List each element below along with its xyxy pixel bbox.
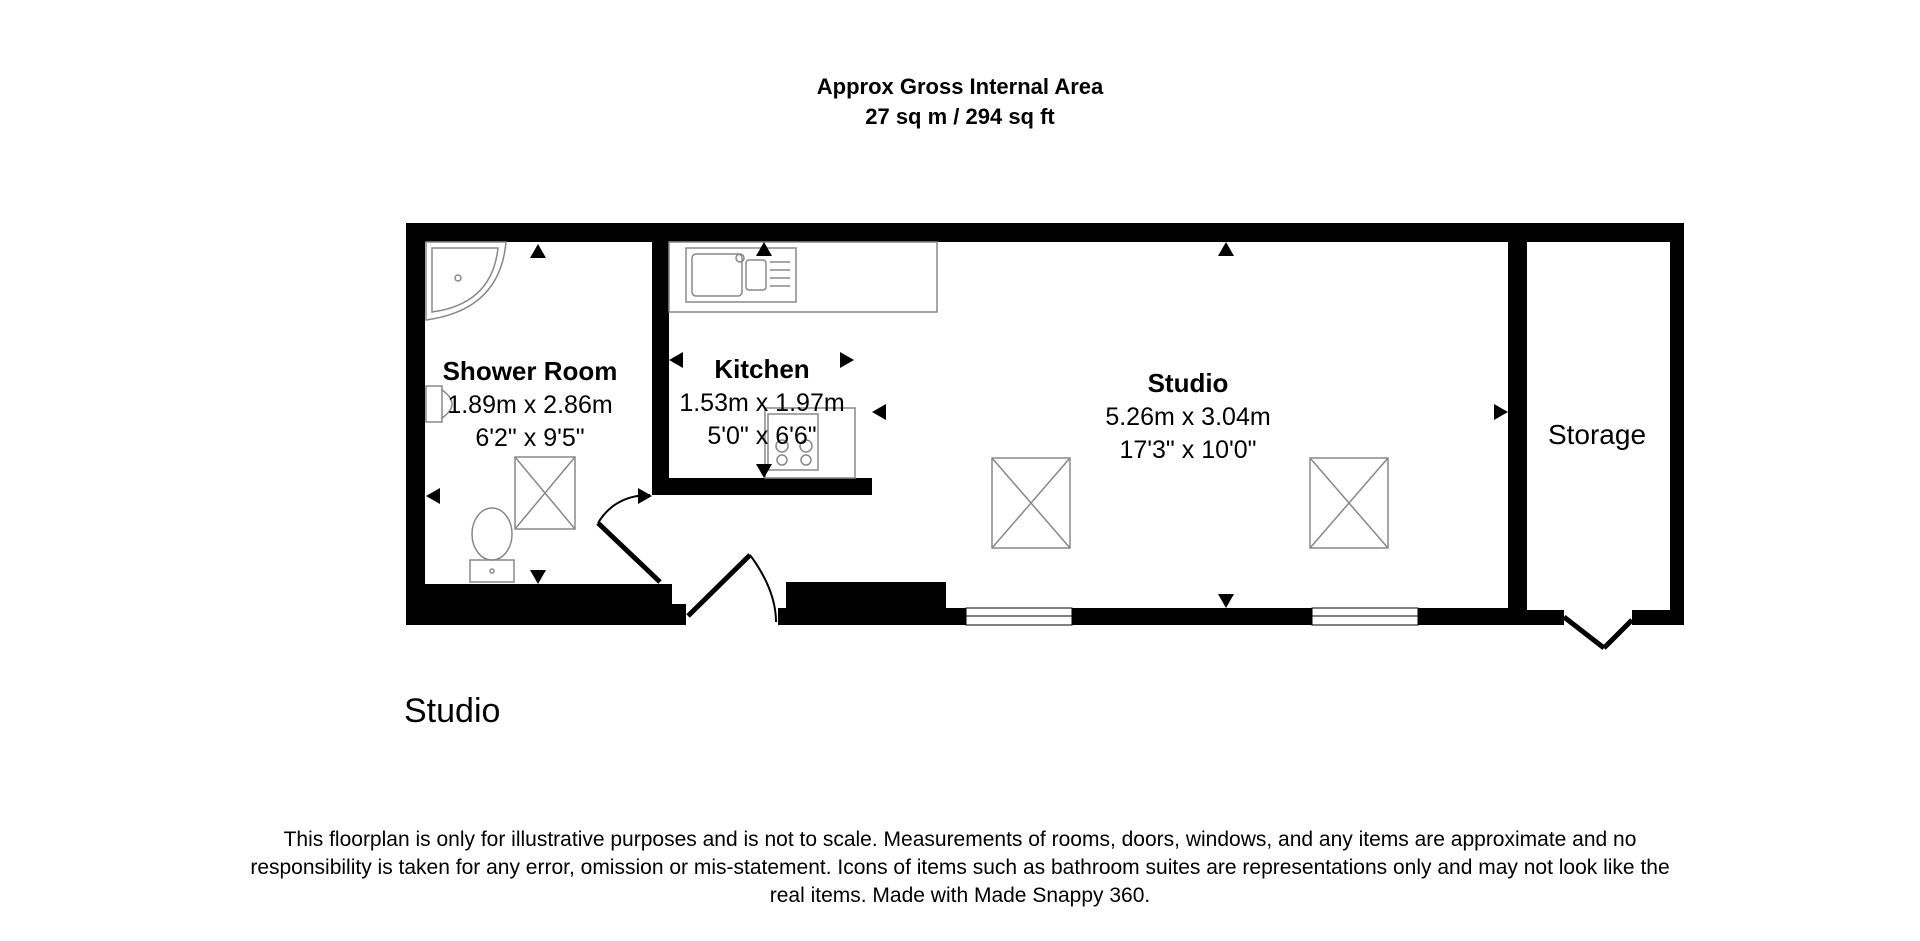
arrow-up-icon — [756, 242, 772, 256]
kitchen-name: Kitchen — [714, 354, 810, 384]
shower-room-skylight-icon — [515, 457, 575, 529]
storage-name: Storage — [1547, 419, 1647, 450]
kitchen-bottom-wall — [652, 478, 872, 495]
toilet-icon — [470, 508, 514, 582]
arrow-right-icon — [840, 352, 854, 368]
storage-bottom-right-wall — [1632, 610, 1684, 625]
arrow-down-icon — [756, 464, 772, 478]
walls — [406, 223, 1684, 625]
shower-room-imperial: 6'2" x 9'5" — [475, 424, 585, 452]
floor-caption: Studio — [404, 692, 501, 730]
shower-bottom-wall — [406, 584, 672, 625]
doors — [598, 495, 1632, 648]
arrow-right-icon — [1494, 404, 1508, 420]
arrow-left-icon — [426, 488, 440, 504]
arrow-right-icon — [638, 488, 652, 504]
window-1 — [966, 608, 1072, 625]
studio-metric: 5.26m x 3.04m — [1105, 403, 1271, 431]
studio-right-wall — [1508, 223, 1527, 625]
room-labels — [443, 354, 1646, 464]
window-2 — [1312, 608, 1418, 625]
arrow-down-icon — [530, 570, 546, 584]
shower-room-name: Shower Room — [442, 356, 618, 386]
arrow-left-icon — [872, 404, 886, 420]
arrow-up-icon — [1218, 242, 1234, 256]
arrow-up-icon — [530, 244, 546, 258]
shower-kitchen-wall — [652, 223, 669, 495]
area-value: 27 sq m / 294 sq ft — [865, 104, 1055, 129]
studio-skylight-right-icon — [1310, 458, 1388, 548]
arrow-down-icon — [1218, 594, 1234, 608]
shower-bottom-wall-end — [660, 604, 686, 625]
disclaimer-text: This floorplan is only for illustrative purposes and is not to scale. Measurements of rooms, doors, windows, and any items are approximate and no responsibility is taken for any error, omission or mis-statement. Icons of items such as bathroom suites are representations only and may not look like the real items. Made with Made Snappy 360. — [250, 828, 1670, 907]
storage-top-wall — [1508, 223, 1684, 238]
shower-door — [598, 495, 660, 582]
kitchen-metric: 1.53m x 1.97m — [679, 389, 845, 417]
kitchen-sink-icon — [686, 248, 796, 302]
storage-bottom-left-wall — [1508, 610, 1564, 625]
kitchen-imperial: 5'0" x 6'6" — [707, 422, 817, 450]
storage-door — [1564, 617, 1632, 648]
entrance-door — [688, 555, 776, 622]
storage-right-wall — [1670, 223, 1684, 625]
studio-skylight-left-icon — [992, 458, 1070, 548]
measurement-arrows — [426, 242, 1508, 608]
area-title: Approx Gross Internal Area — [816, 74, 1104, 99]
top-wall — [406, 223, 1684, 242]
shower-tray-icon — [426, 242, 506, 320]
studio-imperial: 17'3" x 10'0" — [1119, 436, 1257, 464]
left-wall — [406, 223, 425, 625]
arrow-left-icon — [669, 352, 683, 368]
studio-name: Studio — [1147, 368, 1229, 398]
shower-room-metric: 1.89m x 2.86m — [447, 391, 613, 419]
